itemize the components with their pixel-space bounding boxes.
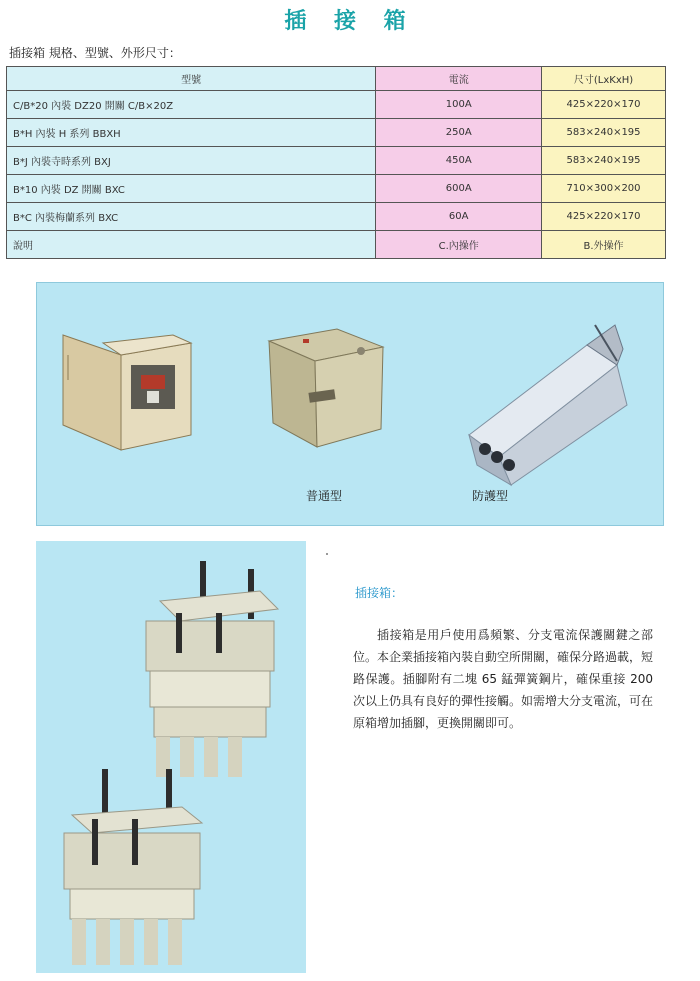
table-subtitle: 插接箱 規格、型號、外形尺寸： [9, 46, 181, 60]
table-row [7, 203, 666, 231]
protective-box-photo [467, 305, 657, 475]
cell-size: 425×220×170 [542, 203, 666, 231]
table-row [7, 91, 666, 119]
cell-model: B*C 內裝梅蘭系列 BXC [7, 203, 376, 231]
header-current: 電流 [376, 67, 542, 91]
plug-connector-photo-top [140, 561, 280, 771]
open-box-photo [63, 325, 203, 455]
cell-current: 250A [376, 119, 542, 147]
cell-model: B*H 內裝 H 系列 BBXH [7, 119, 376, 147]
caption-protective-type: 防護型 [472, 489, 509, 503]
cell-size: 710×300×200 [542, 175, 666, 203]
cell-size: 583×240×195 [542, 119, 666, 147]
cell-current: 600A [376, 175, 542, 203]
plug-connector-photo-column [36, 541, 306, 973]
cell-current: 100A [376, 91, 542, 119]
header-size: 尺寸(LxKxH) [542, 67, 666, 91]
product-photo-band [36, 282, 664, 526]
table-row [7, 231, 666, 259]
page-title: 插 接 箱 [284, 9, 416, 34]
spec-table [6, 66, 666, 259]
table-row [7, 147, 666, 175]
description-body: 插接箱是用戶使用爲頻繁、分支電流保護關鍵之部位。本企業插接箱內裝自動空所開關，確保分路過載，短路保護。插腳附有二塊 65 錳彈簧鋼片，確保重接 200 次以上仍具有良好的彈性接觸。如需增大分支電流，可在原箱增加插腳，更換開關即可。 [353, 628, 654, 730]
description-title: 插接箱： [355, 586, 404, 600]
cell-current: 450A [376, 147, 542, 175]
cell-size: 425×220×170 [542, 91, 666, 119]
table-row [7, 175, 666, 203]
table-header-row [7, 67, 666, 91]
decorative-dot [326, 553, 328, 555]
cell-size: 583×240×195 [542, 147, 666, 175]
cell-current: 60A [376, 203, 542, 231]
cell-model: B*J 內裝寺時系列 BXJ [7, 147, 376, 175]
cell-model: 說明 [7, 231, 376, 259]
cell-model: B*10 內裝 DZ 開關 BXC [7, 175, 376, 203]
cell-size: B.外操作 [542, 231, 666, 259]
closed-box-photo [263, 321, 393, 451]
caption-normal-type: 普通型 [306, 489, 343, 503]
cell-model: C/B*20 內裝 DZ20 開關 C/B×20Z [7, 91, 376, 119]
plug-connector-photo-bottom [62, 769, 212, 969]
table-row [7, 119, 666, 147]
header-model: 型號 [7, 67, 376, 91]
cell-current: C.內操作 [376, 231, 542, 259]
